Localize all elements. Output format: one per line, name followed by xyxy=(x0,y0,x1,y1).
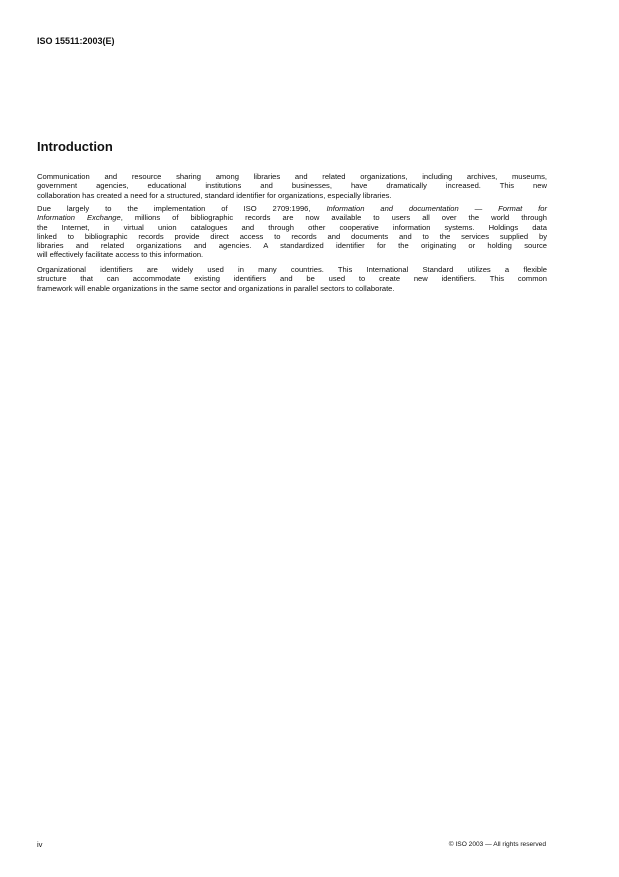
text-segment: will effectively facilitate access to this information. xyxy=(37,250,204,260)
paragraph xyxy=(37,265,547,293)
text-segment: Due largely to the implementation of ISO 2709:1996, xyxy=(37,204,327,213)
text-segment: linked to bibliographic records provide direct access to records and documents and to the services supplied by xyxy=(37,231,547,241)
italic-title-text: Information Exchange xyxy=(37,213,121,223)
text-line xyxy=(37,284,547,293)
text-line xyxy=(37,241,547,250)
text-segment: government agencies, educational institutions and businesses, have dramatically increased. This new xyxy=(37,181,547,191)
text-segment: collaboration has created a need for a structured, standard identifier for organizations, especially libraries. xyxy=(37,190,392,200)
text-line xyxy=(37,265,547,274)
text-segment: libraries and related organizations and agencies. A standardized identifier for the originating or holding source xyxy=(37,241,547,251)
text-line xyxy=(37,204,547,213)
paragraph xyxy=(37,204,547,260)
page-number: iv xyxy=(37,840,43,849)
italic-title-text: Information and documentation — Format for xyxy=(326,204,547,213)
text-segment: , millions of bibliographic records are now available to users all over the world through xyxy=(120,213,547,223)
text-segment: the Internet, in virtual union catalogues and through other cooperative information systems. Holdings data xyxy=(37,222,547,232)
text-line xyxy=(37,223,547,232)
paragraph xyxy=(37,172,547,200)
text-line xyxy=(37,172,547,181)
text-line xyxy=(37,181,547,190)
text-segment: Communication and resource sharing among libraries and related organizations, including archives, museums, xyxy=(37,172,547,181)
text-segment: Organizational identifiers are widely used in many countries. This International Standard utilizes a flexible xyxy=(37,265,547,274)
text-segment: structure that can accommodate existing identifiers and be used to create new identifiers. This common xyxy=(37,274,547,284)
copyright-notice: © ISO 2003 — All rights reserved xyxy=(448,841,546,848)
text-segment: framework will enable organizations in the same sector and organizations in parallel sectors to collaborate. xyxy=(37,283,395,293)
text-line xyxy=(37,274,547,283)
document-id-header: ISO 15511:2003(E) xyxy=(37,36,115,46)
section-title: Introduction xyxy=(37,139,113,154)
text-line xyxy=(37,250,547,259)
text-line xyxy=(37,191,547,200)
text-line xyxy=(37,232,547,241)
text-line xyxy=(37,213,547,222)
